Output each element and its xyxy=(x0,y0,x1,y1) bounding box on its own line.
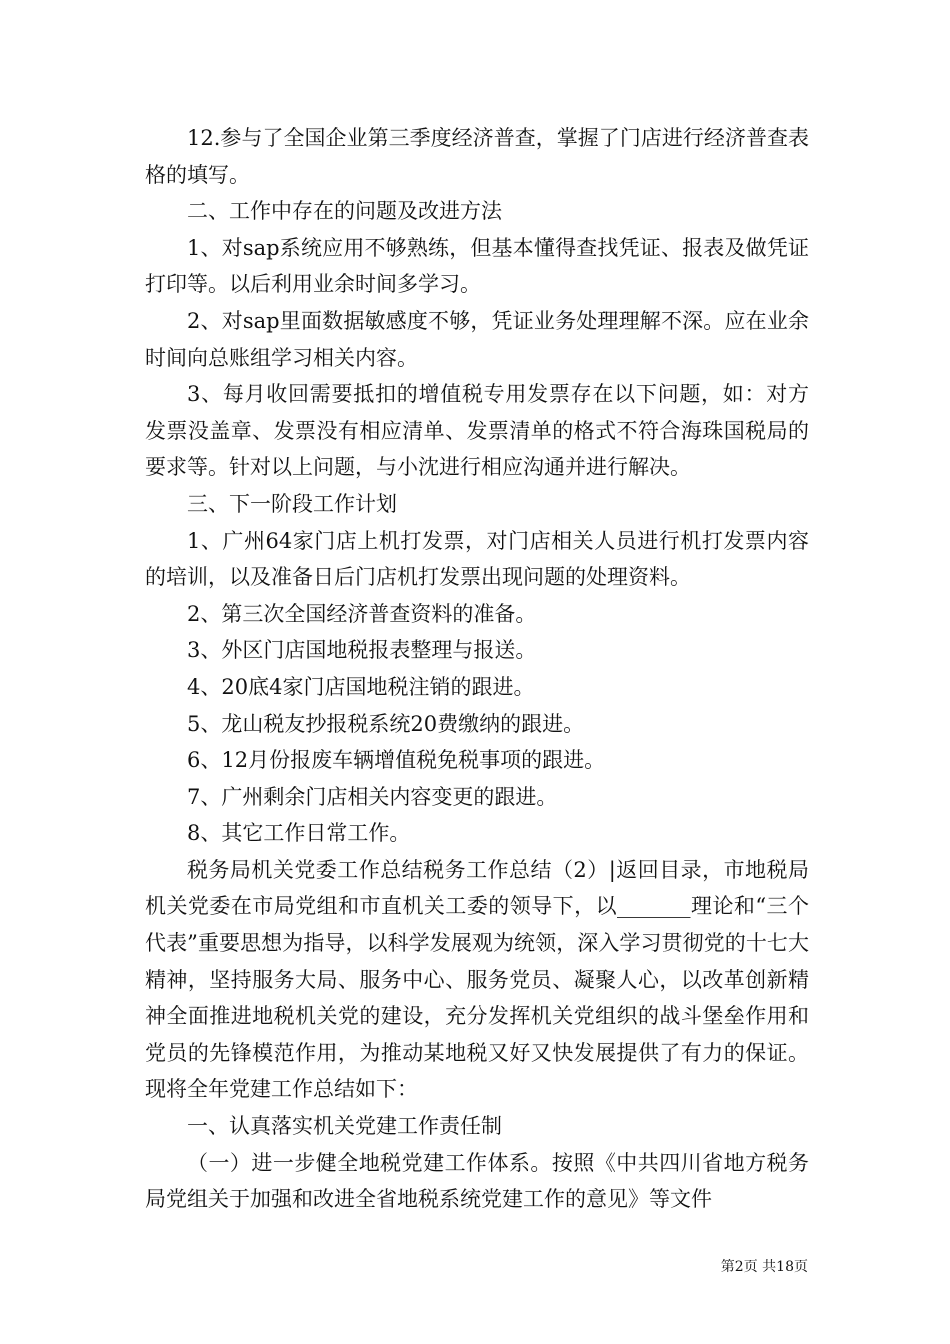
paragraph: 4、20底4家门店国地税注销的跟进。 xyxy=(187,674,535,699)
paragraph: 6、12月份报废车辆增值税免税事项的跟进。 xyxy=(187,748,606,773)
paragraph: 12.参与了全国企业第三季度经济普查，掌握了门店进行经济普查表格的填写。 xyxy=(145,126,809,187)
paragraph: 2、对sap里面数据敏感度不够，凭证业务处理理解不深。应在业余时间向总账组学习相关内容。 xyxy=(145,308,809,370)
footer-middle: 页 共 xyxy=(743,1259,777,1275)
paragraph: 8、其它工作日常工作。 xyxy=(187,821,411,846)
section-heading: 一、认真落实机关党建工作责任制 xyxy=(187,1114,502,1139)
page-footer xyxy=(0,1256,808,1276)
paragraph: 1、对sap系统应用不够熟练，但基本懂得查找凭证、报表及做凭证打印等。以后利用业余时间多学习。 xyxy=(145,235,809,297)
document-body xyxy=(145,120,809,1218)
footer-prefix: 第 xyxy=(720,1259,735,1275)
paragraph: 1、广州64家门店上机打发票，对门店相关人员进行机打发票内容的培训，以及准备日后门店机打发票出现问题的处理资料。 xyxy=(145,528,809,590)
paragraph: 5、龙山税友抄报税系统20费缴纳的跟进。 xyxy=(187,711,585,736)
paragraph: 3、每月收回需要抵扣的增值税专用发票存在以下问题，如：对方发票没盖章、发票没有相应清单、发票清单的格式不符合海珠国税局的要求等。针对以上问题，与小沈进行相应沟通并进行解决。 xyxy=(145,382,809,480)
footer-current-page: 2 xyxy=(734,1259,744,1275)
paragraph: （一）进一步健全地税党建工作体系。按照《中共四川省地方税务局党组关于加强和改进全省地税系统党建工作的意见》等文件 xyxy=(145,1150,809,1212)
footer-total-pages: 18 xyxy=(776,1259,794,1275)
footer-suffix: 页 xyxy=(794,1259,808,1275)
paragraph: 税务局机关党委工作总结税务工作总结（2）|返回目录，市地税局机关党委在市局党组和市直机关工委的领导下，以_______理论和“三个代表”重要思想为指导，以科学发展观为统领，深入学习贯彻党的十七大精神，坚持服务大局、服务中心、服务党员、凝聚人心，以改革创新精神全面推进地税机关党的建设，充分发挥机关党组织的战斗堡垒作用和党员的先锋模范作用，为推动某地税又好又快发展提供了有力的保证。现将全年党建工作总结如下： xyxy=(145,857,809,1102)
section-heading: 三、下一阶段工作计划 xyxy=(187,491,397,516)
paragraph: 2、第三次全国经济普查资料的准备。 xyxy=(187,601,537,626)
paragraph: 3、外区门店国地税报表整理与报送。 xyxy=(187,638,537,663)
paragraph: 7、广州剩余门店相关内容变更的跟进。 xyxy=(187,784,558,809)
section-heading: 二、工作中存在的问题及改进方法 xyxy=(187,199,502,224)
